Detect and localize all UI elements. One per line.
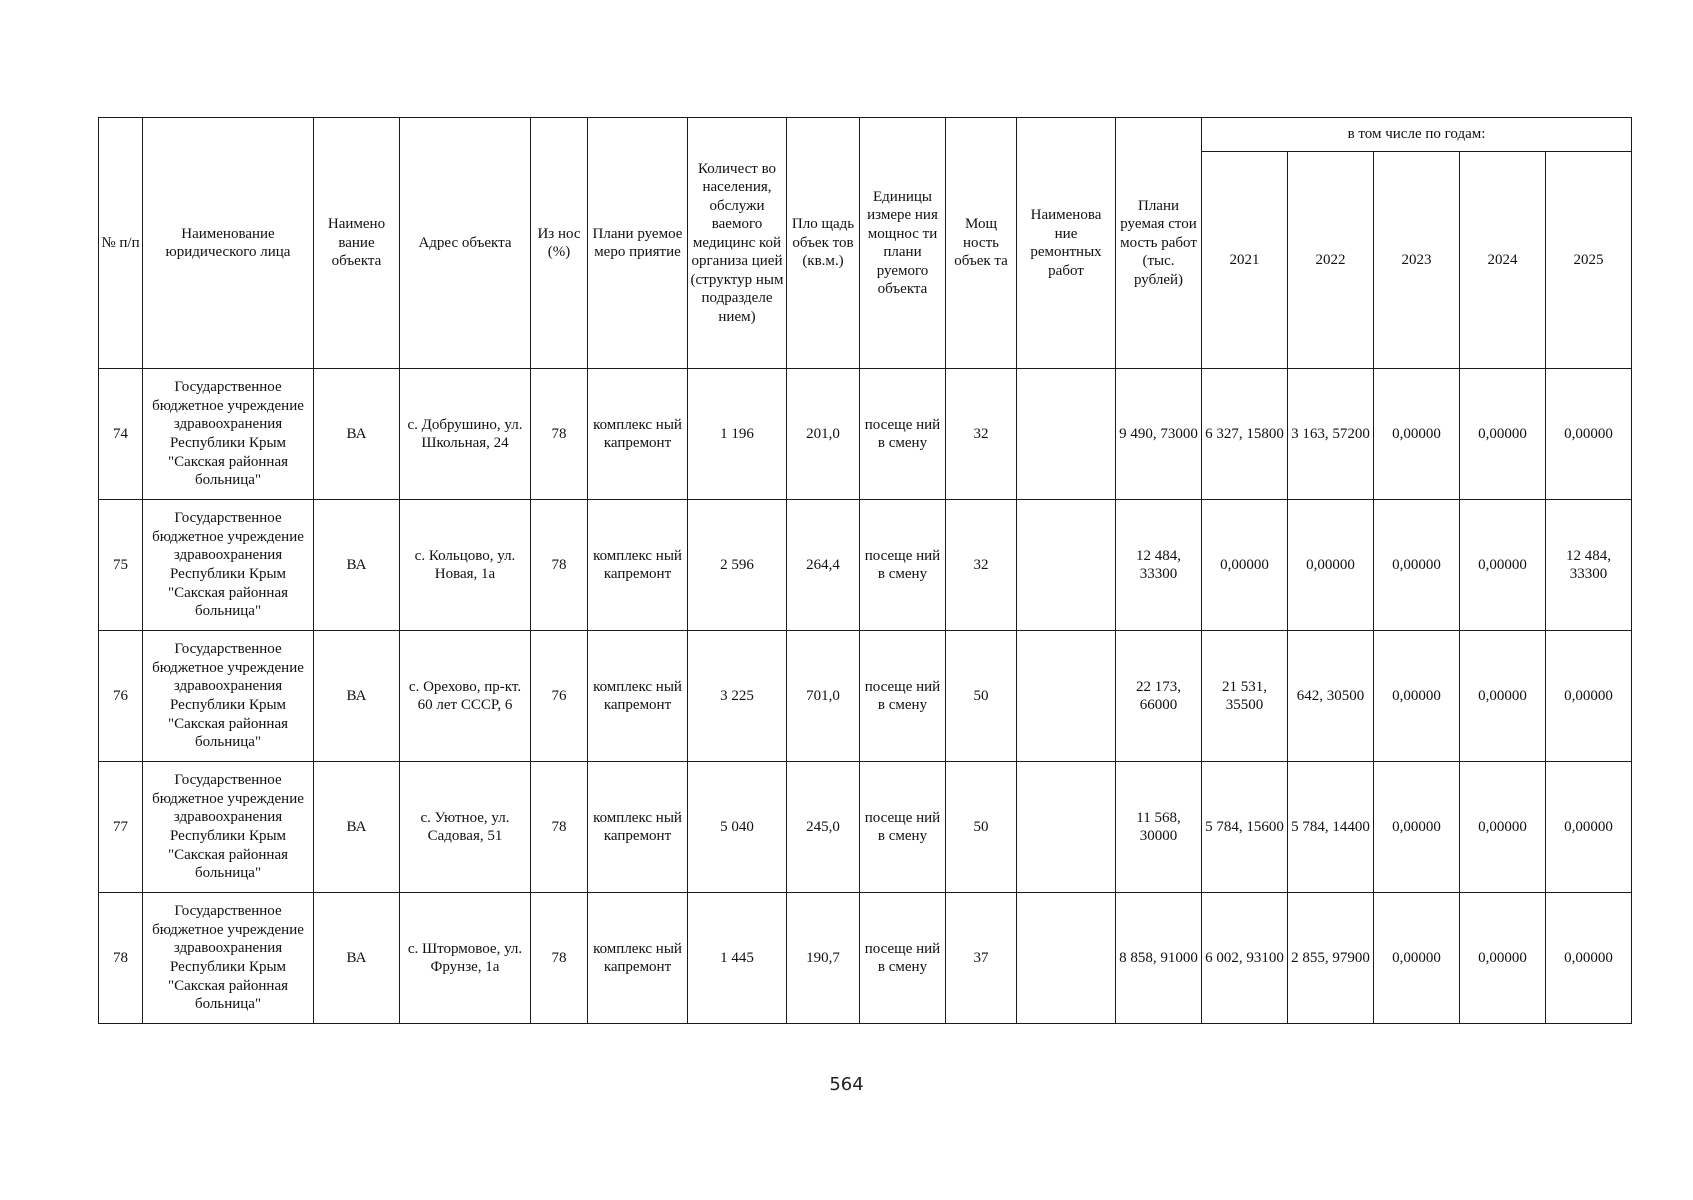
cell-area: 201,0 [787,369,860,500]
cell-wear: 78 [531,893,588,1024]
cell-planned-cost: 11 568, 30000 [1116,762,1202,893]
cell-org-name: Государственное бюджетное учреждение здравоохранения Республики Крым "Сакская районная больница" [143,762,314,893]
header-wear: Из нос (%) [531,118,588,369]
table-row [99,369,1632,500]
cell-year-2022: 2 855, 97900 [1288,893,1374,1024]
table-row [99,762,1632,893]
cell-year-2024: 0,00000 [1460,631,1546,762]
cell-capacity-units: посеще ний в смену [860,500,946,631]
cell-address: с. Кольцово, ул. Новая, 1а [400,500,531,631]
cell-planned-cost: 9 490, 73000 [1116,369,1202,500]
cell-year-2022: 0,00000 [1288,500,1374,631]
cell-year-2023: 0,00000 [1374,893,1460,1024]
cell-year-2025: 0,00000 [1546,631,1632,762]
header-object-name: Наимено вание объекта [314,118,400,369]
cell-year-2021: 6 002, 93100 [1202,893,1288,1024]
cell-capacity-units: посеще ний в смену [860,369,946,500]
header-year-2024: 2024 [1460,152,1546,369]
cell-population: 3 225 [688,631,787,762]
cell-num: 77 [99,762,143,893]
cell-object-name: ВА [314,369,400,500]
cell-year-2024: 0,00000 [1460,762,1546,893]
cell-num: 78 [99,893,143,1024]
header-address: Адрес объекта [400,118,531,369]
cell-org-name: Государственное бюджетное учреждение здравоохранения Республики Крым "Сакская районная больница" [143,631,314,762]
cell-planned-measure: комплекс ный капремонт [588,762,688,893]
cell-capacity-units: посеще ний в смену [860,762,946,893]
cell-address: с. Штормовое, ул. Фрунзе, 1а [400,893,531,1024]
cell-wear: 78 [531,369,588,500]
cell-year-2022: 642, 30500 [1288,631,1374,762]
header-num: № п/п [99,118,143,369]
cell-planned-measure: комплекс ный капремонт [588,893,688,1024]
cell-area: 701,0 [787,631,860,762]
cell-area: 190,7 [787,893,860,1024]
cell-year-2023: 0,00000 [1374,762,1460,893]
cell-population: 5 040 [688,762,787,893]
header-repair-works: Наименова ние ремонтных работ [1017,118,1116,369]
cell-population: 2 596 [688,500,787,631]
cell-planned-cost: 22 173, 66000 [1116,631,1202,762]
cell-wear: 76 [531,631,588,762]
cell-area: 245,0 [787,762,860,893]
header-by-years: в том числе по годам: [1202,118,1632,152]
cell-year-2025: 12 484, 33300 [1546,500,1632,631]
cell-wear: 78 [531,762,588,893]
cell-repair-works [1017,500,1116,631]
header-year-2025: 2025 [1546,152,1632,369]
cell-year-2021: 5 784, 15600 [1202,762,1288,893]
cell-year-2024: 0,00000 [1460,500,1546,631]
header-row [99,118,1632,152]
header-year-2022: 2022 [1288,152,1374,369]
cell-year-2021: 6 327, 15800 [1202,369,1288,500]
cell-year-2022: 5 784, 14400 [1288,762,1374,893]
cell-year-2024: 0,00000 [1460,369,1546,500]
cell-year-2025: 0,00000 [1546,893,1632,1024]
cell-year-2023: 0,00000 [1374,500,1460,631]
cell-year-2024: 0,00000 [1460,893,1546,1024]
cell-capacity-units: посеще ний в смену [860,893,946,1024]
table-row [99,893,1632,1024]
cell-org-name: Государственное бюджетное учреждение здравоохранения Республики Крым "Сакская районная больница" [143,893,314,1024]
cell-capacity: 50 [946,631,1017,762]
header-planned-measure: Плани руемое меро приятие [588,118,688,369]
cell-population: 1 196 [688,369,787,500]
cell-object-name: ВА [314,500,400,631]
cell-num: 76 [99,631,143,762]
cell-year-2025: 0,00000 [1546,762,1632,893]
cell-capacity-units: посеще ний в смену [860,631,946,762]
header-year-2023: 2023 [1374,152,1460,369]
cell-org-name: Государственное бюджетное учреждение здравоохранения Республики Крым "Сакская районная больница" [143,369,314,500]
cell-num: 74 [99,369,143,500]
cell-planned-cost: 12 484, 33300 [1116,500,1202,631]
cell-object-name: ВА [314,893,400,1024]
header-org-name: Наименование юридического лица [143,118,314,369]
cell-address: с. Уютное, ул. Садовая, 51 [400,762,531,893]
page-number: 564 [829,1074,864,1095]
cell-object-name: ВА [314,762,400,893]
cell-wear: 78 [531,500,588,631]
cell-year-2023: 0,00000 [1374,631,1460,762]
cell-capacity: 50 [946,762,1017,893]
header-year-2021: 2021 [1202,152,1288,369]
cell-area: 264,4 [787,500,860,631]
repair-program-table [98,117,1632,1024]
cell-planned-measure: комплекс ный капремонт [588,369,688,500]
cell-object-name: ВА [314,631,400,762]
cell-year-2022: 3 163, 57200 [1288,369,1374,500]
table-row [99,631,1632,762]
cell-capacity: 32 [946,500,1017,631]
header-capacity-units: Единицы измере ния мощнос ти плани руемого объекта [860,118,946,369]
cell-planned-measure: комплекс ный капремонт [588,500,688,631]
cell-address: с. Добрушино, ул. Школьная, 24 [400,369,531,500]
header-capacity: Мощ ность объек та [946,118,1017,369]
cell-population: 1 445 [688,893,787,1024]
cell-year-2023: 0,00000 [1374,369,1460,500]
cell-year-2025: 0,00000 [1546,369,1632,500]
cell-repair-works [1017,893,1116,1024]
cell-year-2021: 0,00000 [1202,500,1288,631]
cell-num: 75 [99,500,143,631]
header-planned-cost: Плани руемая стои мость работ (тыс. рублей) [1116,118,1202,369]
cell-repair-works [1017,762,1116,893]
cell-address: с. Орехово, пр-кт. 60 лет СССР, 6 [400,631,531,762]
cell-capacity: 32 [946,369,1017,500]
header-population: Количест во населения, обслужи ваемого медицинс кой организа цией (структур ным подразделе нием) [688,118,787,369]
cell-planned-cost: 8 858, 91000 [1116,893,1202,1024]
cell-year-2021: 21 531, 35500 [1202,631,1288,762]
table-row [99,500,1632,631]
cell-repair-works [1017,631,1116,762]
cell-capacity: 37 [946,893,1017,1024]
header-area: Пло щадь объек тов (кв.м.) [787,118,860,369]
cell-repair-works [1017,369,1116,500]
cell-org-name: Государственное бюджетное учреждение здравоохранения Республики Крым "Сакская районная больница" [143,500,314,631]
cell-planned-measure: комплекс ный капремонт [588,631,688,762]
